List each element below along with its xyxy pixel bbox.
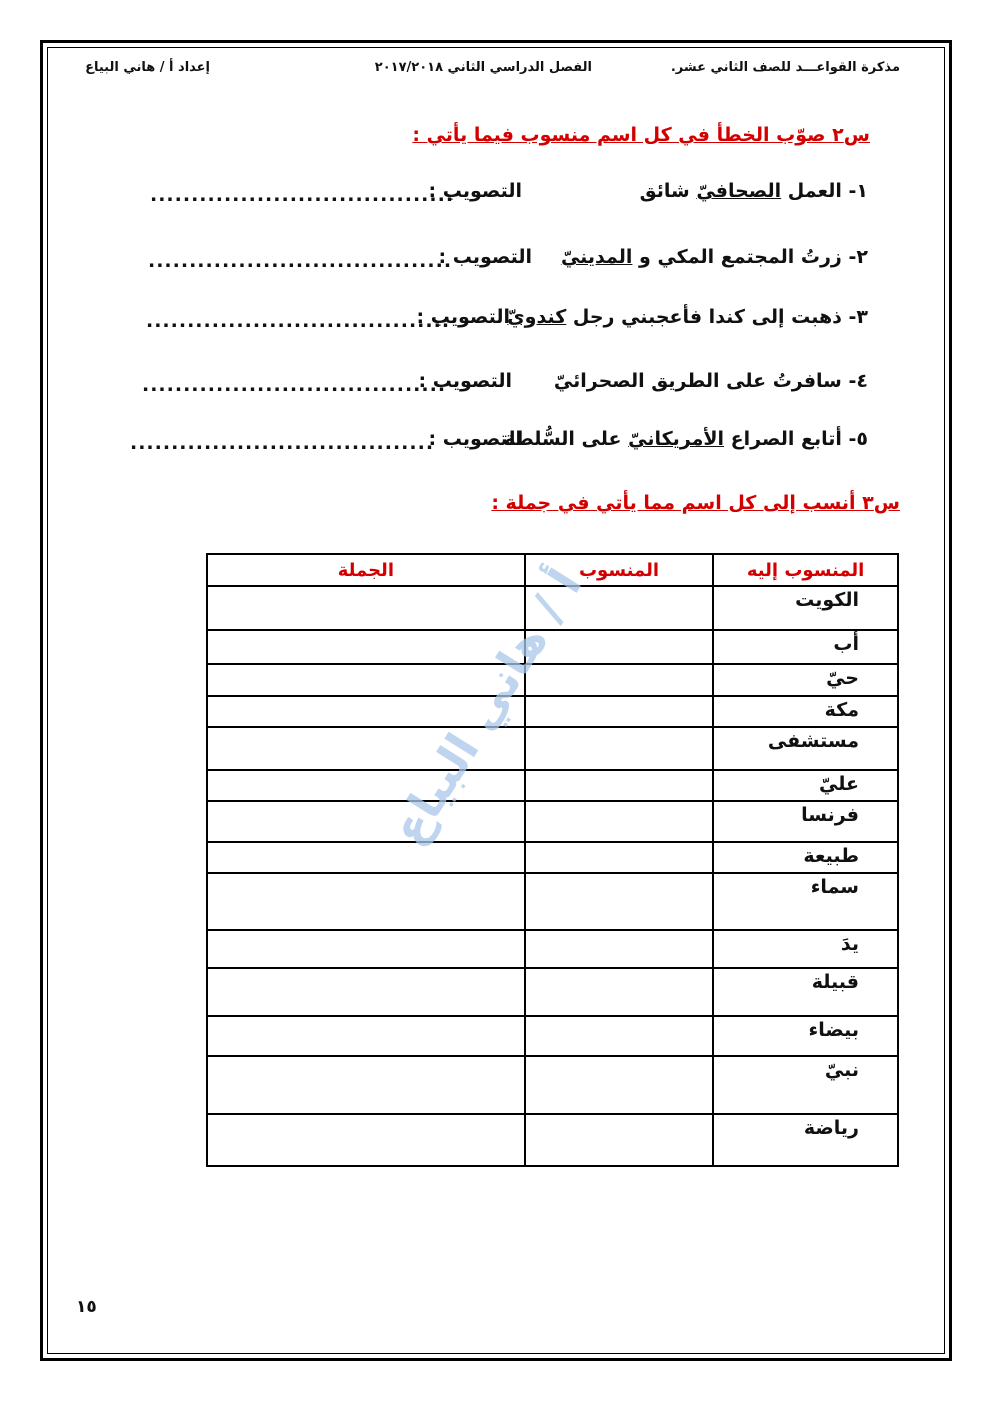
table-row xyxy=(207,696,898,727)
page-number: ١٥ xyxy=(76,1297,97,1317)
base-noun-cell: نبيّ xyxy=(713,1056,898,1114)
q2-correction-label: التصويب : xyxy=(418,370,512,392)
base-noun-cell: أب xyxy=(713,630,898,664)
q2-item-sentence xyxy=(554,370,868,392)
sentence-cell[interactable] xyxy=(207,770,525,801)
q2-item-number: ٤- xyxy=(841,370,868,392)
q2-item-number: ٢- xyxy=(841,246,868,268)
relative-adjective-cell[interactable] xyxy=(525,664,713,696)
q2-answer-blank[interactable]: ..................................... xyxy=(150,184,455,206)
relative-adjective-cell[interactable] xyxy=(525,801,713,842)
base-noun-cell: قبيلة xyxy=(713,968,898,1016)
sentence-cell[interactable] xyxy=(207,1114,525,1166)
q2-answer-blank[interactable]: ..................................... xyxy=(142,374,447,396)
base-noun-cell: طبيعة xyxy=(713,842,898,873)
header-semester: الفصل الدراسي الثاني ٢٠١٧/٢٠١٨ xyxy=(374,60,592,75)
relative-adjective-cell[interactable] xyxy=(525,770,713,801)
sentence-cell[interactable] xyxy=(207,842,525,873)
q2-item-sentence xyxy=(507,306,868,328)
sentence-cell[interactable] xyxy=(207,968,525,1016)
q2-title: س٢ صوّب الخطأ في كل اسم منسوب فيما يأتي : xyxy=(412,124,870,146)
sentence-cell[interactable] xyxy=(207,801,525,842)
relative-adjective-cell[interactable] xyxy=(525,696,713,727)
sentence-cell[interactable] xyxy=(207,630,525,664)
q2-item-text: زرتُ المجتمع المكي و xyxy=(632,246,842,268)
table-row xyxy=(207,727,898,770)
relative-adjective-cell[interactable] xyxy=(525,1056,713,1114)
q2-item-error-word: الصحافيّ xyxy=(696,180,782,202)
relative-adjective-cell[interactable] xyxy=(525,842,713,873)
q2-item-text: ذهبت إلى كندا فأعجبني رجل xyxy=(566,306,842,328)
base-noun-cell: يدَ xyxy=(713,930,898,968)
q2-answer-blank[interactable]: ..................................... xyxy=(130,432,435,454)
table-row xyxy=(207,1016,898,1056)
q2-item-text: شائق xyxy=(639,180,697,202)
relative-adjective-cell[interactable] xyxy=(525,1016,713,1056)
q2-item-number: ٣- xyxy=(841,306,868,328)
table-row xyxy=(207,968,898,1016)
q2-correction-label: التصويب : xyxy=(428,428,522,450)
table-row xyxy=(207,930,898,968)
col-header-base: المنسوب إليه xyxy=(713,554,898,586)
q2-item-text: سافرتُ على الطريق الصحرائيّ xyxy=(553,370,842,392)
q2-item-error-word: كندويّ xyxy=(507,306,567,328)
q2-item-number: ٥- xyxy=(841,428,868,450)
table-row xyxy=(207,801,898,842)
base-noun-cell: مكة xyxy=(713,696,898,727)
table-row xyxy=(207,770,898,801)
base-noun-cell: الكويت xyxy=(713,586,898,630)
col-header-sentence: الجملة xyxy=(207,554,525,586)
q2-item-sentence xyxy=(561,246,868,268)
q2-item-text: العمل xyxy=(781,180,842,202)
table-row xyxy=(207,1114,898,1166)
q2-correction-label: التصويب : xyxy=(416,306,510,328)
relative-adjective-cell[interactable] xyxy=(525,1114,713,1166)
base-noun-cell: فرنسا xyxy=(713,801,898,842)
relative-adjective-cell[interactable] xyxy=(525,873,713,930)
base-noun-cell: رياضة xyxy=(713,1114,898,1166)
q2-item-text: على السُّلطة xyxy=(504,428,629,450)
q2-item-error-word: الأمريكانيّ xyxy=(628,428,725,450)
base-noun-cell: حيّ xyxy=(713,664,898,696)
q2-item-sentence xyxy=(640,180,868,202)
q2-answer-blank[interactable]: ..................................... xyxy=(146,310,451,332)
table-row xyxy=(207,842,898,873)
sentence-cell[interactable] xyxy=(207,930,525,968)
base-noun-cell: بيضاء xyxy=(713,1016,898,1056)
relative-adjective-cell[interactable] xyxy=(525,968,713,1016)
col-header-relative: المنسوب xyxy=(525,554,713,586)
q2-correction-label: التصويب : xyxy=(428,180,522,202)
q2-item-number: ١- xyxy=(841,180,868,202)
sentence-cell[interactable] xyxy=(207,873,525,930)
base-noun-cell: سماء xyxy=(713,873,898,930)
q3-title: س٣ أنسب إلى كل اسم مما يأتي في جملة : xyxy=(491,492,900,514)
header-author: إعداد أ / هاني البياع xyxy=(85,60,210,75)
q2-item-sentence xyxy=(504,428,868,450)
base-noun-cell: مستشفى xyxy=(713,727,898,770)
sentence-cell[interactable] xyxy=(207,1056,525,1114)
relative-adjective-cell[interactable] xyxy=(525,727,713,770)
sentence-cell[interactable] xyxy=(207,1016,525,1056)
header-title: مذكرة القواعـــد للصف الثاني عشر. xyxy=(670,60,900,75)
base-noun-cell: عليّ xyxy=(713,770,898,801)
table-row xyxy=(207,873,898,930)
relative-adjective-cell[interactable] xyxy=(525,930,713,968)
q2-item-error-word: المدينيّ xyxy=(560,246,633,268)
sentence-cell[interactable] xyxy=(207,586,525,630)
table-row xyxy=(207,1056,898,1114)
q2-item-text: أتابع الصراع xyxy=(724,428,842,450)
q2-answer-blank[interactable]: ..................................... xyxy=(148,250,453,272)
watermark: أ / هاني البياع xyxy=(380,560,593,854)
table-row xyxy=(207,664,898,696)
q2-correction-label: التصويب : xyxy=(438,246,532,268)
